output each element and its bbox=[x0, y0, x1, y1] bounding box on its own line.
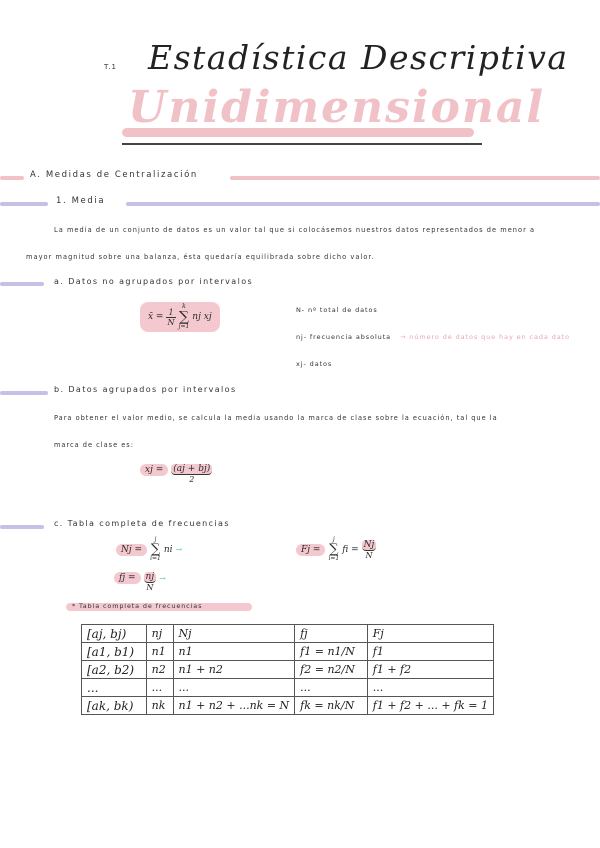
table-header-row bbox=[82, 625, 494, 643]
table-cell: f1 + f2 bbox=[367, 661, 493, 679]
table-row bbox=[82, 661, 494, 679]
media-bar-left bbox=[0, 202, 48, 206]
fj-fraction bbox=[144, 572, 157, 592]
Fj-sum-bottom: i=1 bbox=[328, 555, 340, 562]
table-cell: f2 = n2/N bbox=[295, 661, 368, 679]
sum-icon: ∑ bbox=[178, 309, 189, 325]
table-cell: [a2, b2) bbox=[82, 661, 147, 679]
sum-icon: ∑ bbox=[329, 542, 339, 557]
media-sum bbox=[179, 304, 190, 330]
tabla-heading: c. Tabla completa de frecuencias bbox=[54, 519, 230, 528]
table-row bbox=[82, 679, 494, 697]
table-cell: n1 + n2 + ...nk = N bbox=[173, 697, 295, 715]
table-cell: n1 bbox=[146, 643, 173, 661]
tabla-bar bbox=[0, 525, 44, 529]
table-header-cell: Nj bbox=[173, 625, 295, 643]
table-header-cell: fj bbox=[295, 625, 368, 643]
section-a-bar-left bbox=[0, 176, 24, 180]
section-a-heading: A. Medidas de Centralización bbox=[30, 170, 198, 180]
Fj-mid: fi = bbox=[342, 544, 359, 555]
media-formula-num: 1 bbox=[168, 307, 174, 317]
tabla-note: * Tabla completa de frecuencias bbox=[72, 602, 203, 610]
table-cell: nk bbox=[146, 697, 173, 715]
media-heading: 1. Media bbox=[56, 196, 106, 206]
Fj-formula bbox=[296, 537, 376, 562]
table-row bbox=[82, 697, 494, 715]
table-cell: ... bbox=[82, 679, 147, 697]
arrow-icon: → bbox=[159, 574, 166, 583]
marca-clase-fraction bbox=[171, 464, 212, 484]
legend-nj-note: → número de datos que hay en cada dato bbox=[400, 333, 571, 341]
media-sum-bottom: j=1 bbox=[178, 323, 190, 330]
table-cell: n1 + n2 bbox=[173, 661, 295, 679]
fj-formula bbox=[114, 572, 166, 592]
agrupados-description-line1: Para obtener el valor medio, se calcula la media usando la marca de clase sobre la ecuación, tal que la bbox=[54, 414, 498, 422]
marca-clase-den: 2 bbox=[189, 475, 195, 484]
table-cell: f1 bbox=[367, 643, 493, 661]
Fj-sum bbox=[328, 537, 339, 562]
Nj-sum-bottom: i=1 bbox=[150, 555, 161, 562]
Nj-lhs: Nj = bbox=[116, 544, 147, 556]
media-formula-lhs: x̄ = bbox=[148, 312, 164, 322]
table-header-cell: Fj bbox=[367, 625, 493, 643]
media-sum-top: k bbox=[182, 303, 186, 310]
Fj-num: Nj bbox=[363, 539, 375, 550]
legend-xj: xj- datos bbox=[296, 360, 333, 368]
table-cell: ... bbox=[146, 679, 173, 697]
marca-clase-formula bbox=[140, 464, 212, 484]
section-a-bar-right bbox=[230, 176, 600, 180]
sum-icon: ∑ bbox=[150, 542, 161, 557]
marca-clase-lhs: xj = bbox=[140, 464, 168, 476]
page-title: Estadística Descriptiva bbox=[148, 38, 569, 77]
no-agrupados-bar bbox=[0, 282, 44, 286]
fj-den: N bbox=[146, 583, 154, 592]
Nj-rhs: ni bbox=[163, 544, 173, 555]
title-divider bbox=[122, 143, 482, 145]
Nj-sum-top: j bbox=[154, 536, 157, 543]
table-cell: ... bbox=[367, 679, 493, 697]
media-formula bbox=[140, 302, 220, 332]
Fj-fraction bbox=[362, 540, 377, 560]
fj-num: nj bbox=[145, 572, 155, 582]
table-cell: f1 = n1/N bbox=[295, 643, 368, 661]
Nj-formula bbox=[116, 537, 182, 562]
table-cell: fk = nk/N bbox=[295, 697, 368, 715]
frequency-table bbox=[81, 624, 494, 715]
agrupados-bar bbox=[0, 391, 48, 395]
Fj-lhs: Fj = bbox=[296, 544, 325, 556]
marca-clase-num: (aj + bj) bbox=[173, 464, 211, 474]
media-description-line1: La media de un conjunto de datos es un valor tal que si colocásemos nuestros datos representados de menor a bbox=[54, 226, 536, 234]
table-cell: [a1, b1) bbox=[82, 643, 147, 661]
legend-n: N- nº total de datos bbox=[296, 306, 378, 314]
media-description-line2: mayor magnitud sobre una balanza, ésta quedaría equilibrada sobre dicho valor. bbox=[26, 253, 375, 261]
agrupados-heading: b. Datos agrupados por intervalos bbox=[54, 385, 237, 394]
table-header-cell: [aj, bj) bbox=[82, 625, 147, 643]
media-formula-fraction bbox=[166, 308, 175, 327]
media-bar-right bbox=[126, 202, 600, 206]
media-formula-den: N bbox=[167, 317, 175, 327]
table-cell: n1 bbox=[173, 643, 295, 661]
Fj-den: N bbox=[365, 550, 373, 560]
legend-nj: nj- frecuencia absoluta bbox=[296, 333, 392, 341]
topic-tag: T.1 bbox=[104, 63, 117, 71]
agrupados-description-line2: marca de clase es: bbox=[54, 441, 134, 449]
table-header-cell: nj bbox=[146, 625, 173, 643]
table-cell: f1 + f2 + ... + fk = 1 bbox=[367, 697, 493, 715]
media-formula-rhs: nj xj bbox=[192, 312, 212, 322]
page-subtitle: Unidimensional bbox=[128, 82, 546, 133]
Nj-sum bbox=[150, 537, 161, 562]
table-cell: ... bbox=[295, 679, 368, 697]
fj-lhs: fj = bbox=[114, 572, 141, 584]
arrow-icon: → bbox=[175, 545, 183, 554]
table-row bbox=[82, 643, 494, 661]
no-agrupados-heading: a. Datos no agrupados por intervalos bbox=[54, 277, 254, 286]
Fj-sum-top: j bbox=[332, 536, 335, 543]
table-cell: ... bbox=[173, 679, 295, 697]
table-cell: [ak, bk) bbox=[82, 697, 147, 715]
table-cell: n2 bbox=[146, 661, 173, 679]
